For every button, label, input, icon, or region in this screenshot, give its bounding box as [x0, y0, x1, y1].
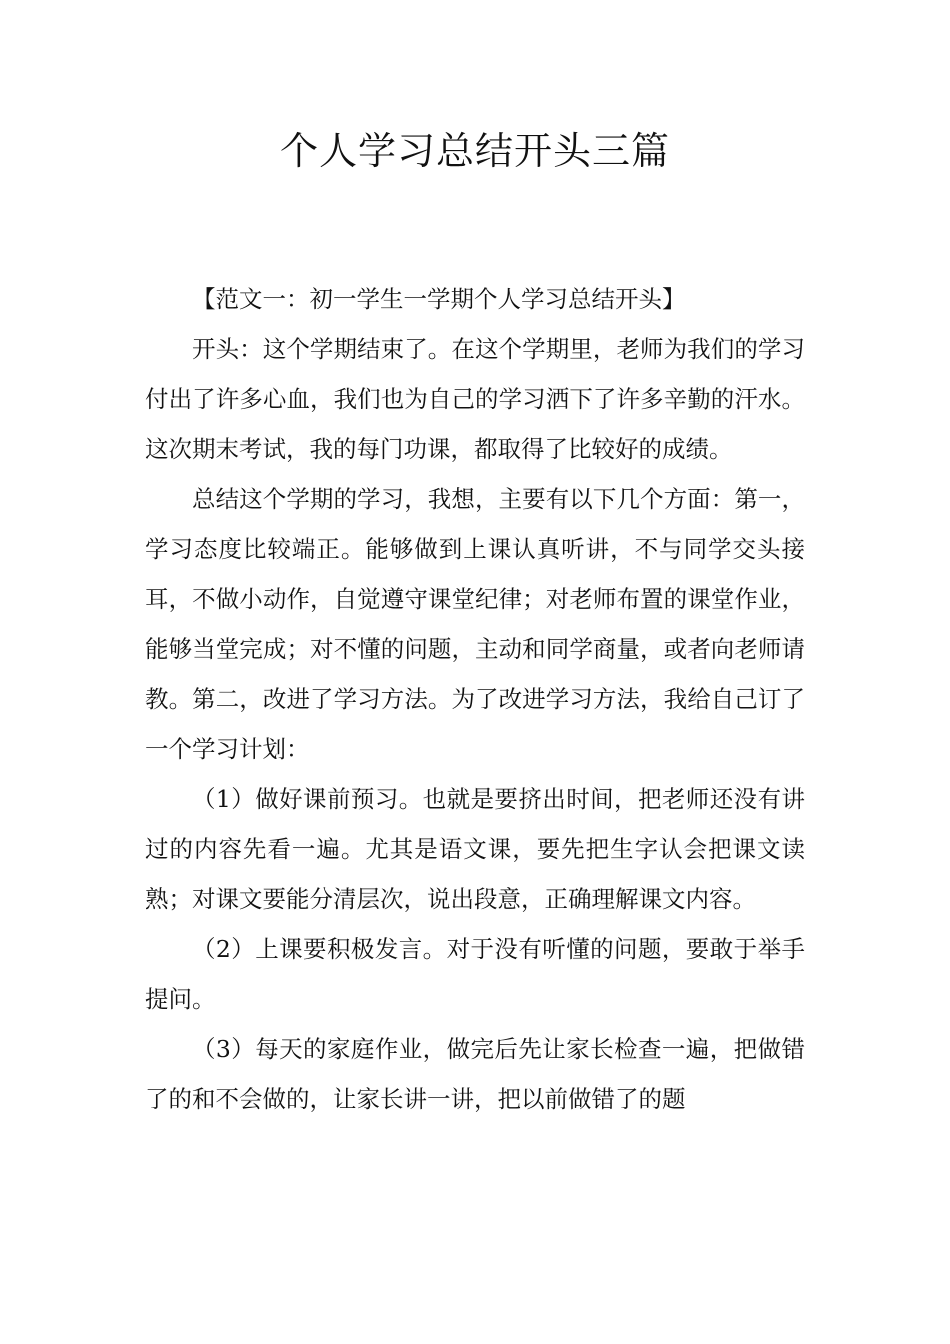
- document-title: 个人学习总结开头三篇: [279, 129, 670, 173]
- paragraph: （1）做好课前预习。也就是要挤出时间，把老师还没有讲过的内容先看一遍。尤其是语文课，要先把生字认会把课文读熟；对课文要能分清层次，说出段意，正确理解课文内容。: [145, 785, 805, 913]
- paragraph: 开头：这个学期结束了。在这个学期里，老师为我们的学习付出了许多心血，我们也为自己的学习洒下了许多辛勤的汗水。这次期末考试，我的每门功课，都取得了比较好的成绩。: [145, 335, 805, 463]
- paragraph: （2）上课要积极发言。对于没有听懂的问题，要敢于举手提问。: [145, 935, 805, 1013]
- paragraph: 总结这个学期的学习，我想，主要有以下几个方面：第一，学习态度比较端正。能够做到上课认真听讲，不与同学交头接耳，不做小动作，自觉遵守课堂纪律；对老师布置的课堂作业，能够当堂完成；对不懂的问题，主动和同学商量，或者向老师请教。第二，改进了学习方法。为了改进学习方法，我给自己订了一个学习计划：: [145, 485, 805, 763]
- paragraph: （3）每天的家庭作业，做完后先让家长检查一遍，把做错了的和不会做的，让家长讲一讲，把以前做错了的题: [145, 1035, 805, 1113]
- section-heading: 【范文一：初一学生一学期个人学习总结开头】: [192, 285, 686, 313]
- document-body: [145, 274, 805, 1124]
